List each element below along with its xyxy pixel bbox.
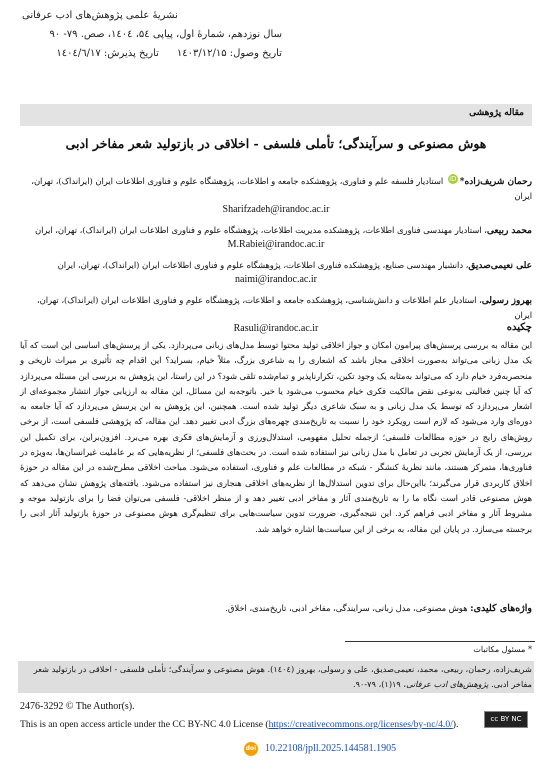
received-date: تاریخ وصول: ۱٤۰۳/۱۲/۱۵: [176, 48, 282, 59]
keywords: [20, 603, 532, 614]
citation-journal: پژوهش‌های ادب عرفانی: [406, 679, 489, 689]
license-statement: [20, 719, 458, 730]
author-email[interactable]: Rasuli@irandoc.ac.ir: [233, 323, 319, 334]
author-affiliation: دانشیار مهندسی صنایع، پژوهشکده فناوری اطلاعات، پژوهشگاه علوم و فناوری اطلاعات ایران (ایرانداک)، تهران، ایران: [57, 260, 464, 270]
license-suffix: ).: [452, 719, 459, 730]
dates: [12, 44, 282, 63]
license-link[interactable]: https://creativecommons.org/licenses/by-nc/4.0/: [268, 719, 453, 730]
author-name: بهروز رسولی: [481, 296, 532, 306]
author-name: رحمان شریف‌زاده: [464, 177, 532, 187]
citation-box: [18, 661, 534, 693]
journal-header: [12, 6, 282, 63]
author-email[interactable]: naimi@irandoc.ac.ir: [235, 274, 317, 285]
author-name: محمد ربیعی: [486, 226, 532, 236]
article-type-badge: [20, 104, 532, 126]
citation-tail: ، ۱۹(۱)، ۷۹-۹۰.: [352, 679, 407, 689]
author-affiliation: استادیار فلسفه علم و فناوری، پژوهشکده جامعه و اطلاعات، پژوهشگاه علوم و فناوری اطلاعات ایران (ایرانداک)، تهران، ایران: [31, 176, 532, 201]
cc-license-icon[interactable]: cc BY NC: [484, 711, 528, 728]
author-email[interactable]: M.Rabiei@irandoc.ac.ir: [227, 239, 325, 250]
accepted-date: تاریخ پذیرش: ۱٤۰٤/٦/۱۷: [56, 48, 159, 59]
author-4: بهروز رسولی، استادیار علم اطلاعات و دانش‌شناسی، پژوهشکده جامعه و اطلاعات، پژوهشگاه علوم و فناوری اطلاعات ایران (ایرانداک)، تهران، ایران Rasuli@irandoc.ac.ir: [20, 293, 532, 336]
author-1: [20, 174, 532, 217]
corresponding-mark: *: [459, 177, 465, 187]
footnote-rule: [345, 641, 535, 642]
keywords-label: واژه‌های کلیدی:: [470, 603, 532, 614]
corresponding-note: * مسئول مکاتبات: [473, 645, 532, 654]
copyright: 2476-3292 © The Author(s).: [20, 701, 135, 712]
journal-name: نشریهٔ علمی پژوهش‌های ادب عرفانی: [22, 10, 178, 21]
author-email[interactable]: Sharifzadeh@irandoc.ac.ir: [222, 204, 330, 215]
doi-icon: doi: [244, 742, 258, 756]
abstract-heading: چکیده: [506, 322, 532, 333]
article-type-label: مقاله پژوهشی: [469, 108, 524, 118]
citation-text: شریف‌زاده، رحمان، ربیعی، محمد، نعیمی‌صدیق، علی و رسولی، بهروز (۱٤۰٤). هوش مصنوعی و سرآیندگی؛ تأملی فلسفی - اخلاقی در بازتولید شعر مفاخر ادبی.: [33, 664, 532, 689]
author-affiliation: استادیار علم اطلاعات و دانش‌شناسی، پژوهشکده جامعه و اطلاعات، پژوهشگاه علوم و فناوری اطلاعات ایران (ایرانداک)، تهران، ایران: [36, 295, 532, 320]
keywords-text: هوش مصنوعی، مدل زبانی، سرایندگی، مفاخر ادبی، تاریخ‌مندی، اخلاق.: [225, 603, 468, 613]
author-affiliation: استادیار مهندسی فناوری اطلاعات، پژوهشکده مدیریت اطلاعات، پژوهشگاه علوم و فناوری اطلاعات ایران (ایرانداک)، تهران، ایران: [35, 225, 482, 235]
doi-link[interactable]: 10.22108/jpll.2025.144581.1905: [265, 743, 397, 754]
abstract-text: این مقاله به بررسی پرسش‌های پیرامون امکان و جواز اخلاقی تولید محتوا توسط مدل‌های زبانی می‌پردازد. یکی از پرسش‌های اساسی این است که آیا یک مدل زبانی می‌تواند به‌صورت اخلاقی مجاز باشد که اشعاری را به شاعری بزرگ، مثلاً خیام، بسراید؟ این اقدام چه تأثیری بر میراث تاریخی و منحصربه‌فرد خیام دارد که می‌تواند به‌مثابه یک وجود تکین، تکرارناپذیر و تمام‌شده تلقی شود؟ در این راستا، این پژوهش به بررسی این مسئله می‌پردازد که آیا چنین فعالیتی به‌نوعی نقض مالکیت فکری خیام محسوب می‌شود یا خیر. باتوجه‌به این مسائل، این مقاله به ارزیابی جواز انتشار مجموعه‌ای از اشعار می‌پردازد که توسط یک مدل زبانی و به سبک شاعری دیگر تولید شده است. همچنین، این پژوهش به این پرسش می‌پردازد که آیا جامعه به دوره‌ای وارد می‌شود که لازم است رویکرد خود را نسبت به تاریخ‌مندی چهره‌های بزرگ ادبی تغییر دهد. این مقاله، که پژوهشی فلسفی است، از برخی روش‌های رایج در حوزه مطالعات فلسفی؛ ازجمله تحلیل مفهومی، استدلال‌ورزی و آزمایش‌های فکری بهره می‌برد. افزون‌براین، برای تکمیل این بررسی، از یک آزمایش تجربی در تعامل با مدل زبانی نیز استفاده شده است. در بحث‌های فلسفی؛ از نظریه‌هایی که بر عاملیت غیرانسان‌ها، به‌ویژه در فناوری‌ها، متمرکز هستند، مانند نظریهٔ کنشگر - شبکه در مطالعات علم و فناوری، استفاده می‌شود. مباحث اخلاقی مطرح‌شده در این مقاله در حوزهٔ اخلاق کاربردی قرار می‌گیرند؛ بااین‌حال برای تدوین استدلال‌ها از نظریه‌های اخلاقی هنجاری نیز استفاده می‌شود. یافته‌های پژوهش نشان می‌دهد که هوش مصنوعی قادر است نگاه ما را به تاریخ‌مندی آثار و مفاخر ادبی تغییر دهد و از منظر اخلاقی- فلسفی می‌توان فضا را برای بازتولید موجه و مشروط آثار و مفاخر ادبی فراهم کرد. این نتیجه‌گیری، ضرورت تدوین سیاست‌هایی برای تنظیم‌گری هوش مصنوعی در حوزهٔ بازتولید آثار ادبی را برجسته می‌سازد. در پایان این مقاله، به برخی از این سیاست‌ها اشاره خواهد شد.: [20, 340, 532, 534]
author-list: [20, 174, 532, 336]
author-3: علی نعیمی‌صدیق، دانشیار مهندسی صنایع، پژوهشکده فناوری اطلاعات، پژوهشگاه علوم و فناوری اطلاعات ایران (ایرانداک)، تهران، ایران naimi@irandoc.ac.ir: [20, 258, 532, 287]
orcid-icon[interactable]: iD: [449, 175, 457, 183]
paper-title: هوش مصنوعی و سرآیندگی؛ تأملی فلسفی - اخلاقی در بازتولید شعر مفاخر ادبی: [65, 136, 487, 151]
license-prefix: This is an open access article under the CC BY-NC 4.0 License (: [20, 719, 269, 730]
issue-info: سال نوزدهم، شمارهٔ اول، پیاپی ۵٤، ۱٤۰٤، صص. ۷۹- ۹۰: [49, 29, 282, 40]
author-name: علی نعیمی‌صدیق: [468, 261, 532, 271]
author-2: محمد ربیعی، استادیار مهندسی فناوری اطلاعات، پژوهشکده مدیریت اطلاعات، پژوهشگاه علوم و فناوری اطلاعات ایران (ایرانداک)، تهران، ایران M.Rabiei@irandoc.ac.ir: [20, 223, 532, 252]
